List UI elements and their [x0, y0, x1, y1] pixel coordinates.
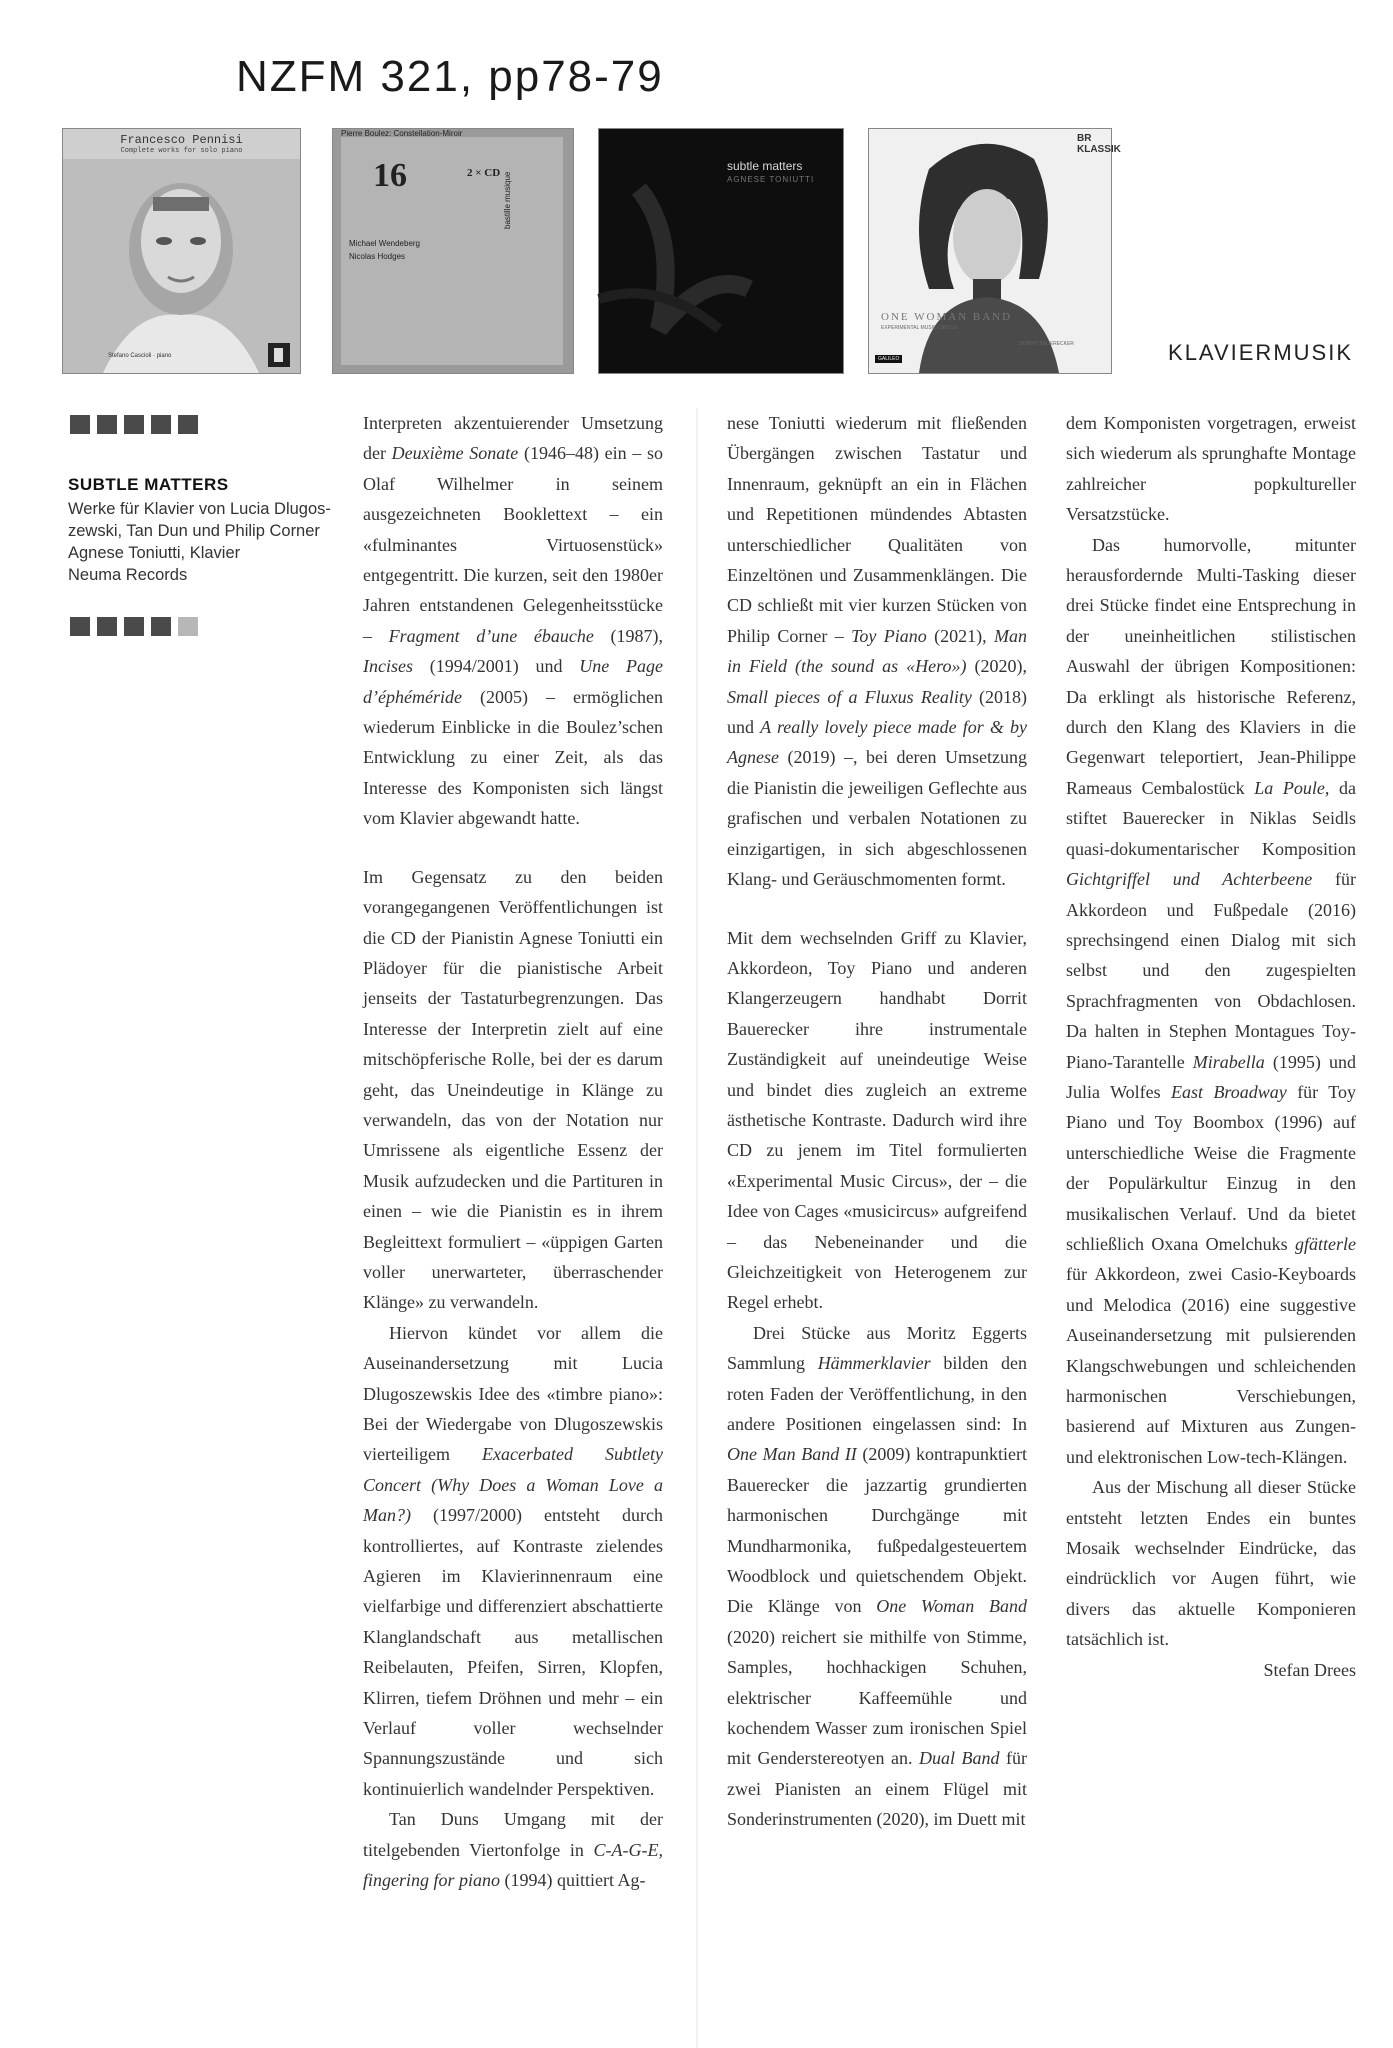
paragraph: dem Komponisten vorgetragen, erweist sich wiederum als sprunghafte Montage zahlreicher popkultureller Versatzstücke. — [1066, 413, 1356, 525]
rating-square — [97, 617, 117, 636]
article-column-3 — [1066, 408, 1356, 1685]
cover-artist: AGNESE TONIUTTI — [727, 175, 815, 184]
album-cover-subtle-matters — [598, 128, 844, 374]
paragraph: Drei Stücke aus Moritz Eggerts Sammlung Hämmerklavier bilden den roten Faden der Veröffentlichung, in den andere Positionen eingelassen sind: In One Man Band II (2009) kontrapunktiert Bauerecker die jazzartig grundierten harmonischen Durchgänge mit Mundharmonika, fußpedalgesteuertem Woodblock und quietschendem Objekt. Die Klänge von One Woman Band (2020) reichert sie mithilfe von Stimme, Samples, hochhackigen Schuhen, elektrischer Kaffeemühle und kochendem Wasser zum ironischen Spiel mit Genderstereotyen an. Dual Band für zwei Pianisten an einem Flügel mit Sonderinstrumenten (2020), im Duett mit — [727, 1322, 1028, 1830]
paragraph: Hiervon kündet vor allem die Auseinandersetzung mit Lucia Dlugoszewskis Idee des «timbre piano»: Bei der Wiedergabe von Dlugoszewskis vierteiligem Exacerbated Subtlety Concert (Why Does a Woman Love a Man?) (1997/2000) entsteht durch kontrolliertes, auf Kontraste zielendes Agieren im Klavierinnenraum eine vielfarbige und differenziert abschattierte Klanglandschaft aus metallischen Reibelauten, Pfeifen, Sirren, Klopfen, Klirren, tiefem Dröhnen und mehr – ein Verlauf voller wechselnder Spannungszustände und sich kontinuierlich wandelnder Perspektiven. — [363, 1322, 663, 1799]
review-info — [68, 474, 343, 586]
review-works-line-2: zewski, Tan Dun und Philip Corner — [68, 522, 320, 540]
paragraph: Das humorvolle, mitunter herausfordernde Multi-Tasking dieser drei Stücke findet eine Entsprechung in der uneinheitlichen stilistischen Auswahl der übrigen Kompositionen: Da erklingt als historische Referenz, durch den Klang des Klaviers in die Gegenwart teleportiert, Jean-Philippe Rameaus Cembalostück La Poule, da stiftet Bauerecker in Niklas Seidls quasi-dokumentarischer Komposition Gichtgriffel und Achterbeene für Akkordeon und Fußpedale (2016) sprechsingend einen Dialog mit sich selbst und den zugespielten Sprachfragmenten von Obdachlosen. Da halten in Stephen Montagues Toy-Piano-Tarantelle Mirabella (1995) und Julia Wolfes East Broadway für Toy Piano und Toy Boombox (1996) auf unterschiedliche Weise die Fragmente der Populärkultur Einzug in den musikalischen Verlauf. Und da bietet schließlich Oxana Omelchuks gfätterle für Akkordeon, zwei Casio-Keyboards und Melodica (2016) eine suggestive Auseinandersetzung mit pulsierenden Klangschwebungen und schleichenden harmonischen Verschiebungen, basierend auf Mixturen aus Zungen- und elektronischen Low-tech-Klängen. — [1066, 534, 1357, 1467]
rating-square — [97, 415, 117, 434]
cover-label: GALILEO — [875, 355, 902, 363]
cover-artist: DORRIT BAUERECKER — [1019, 341, 1074, 347]
page-reference: NZFM 321, pp78-79 — [236, 52, 664, 101]
cover-subtitle: EXPERIMENTAL MUSIC CIRCUS — [881, 325, 958, 331]
album-cover-pennisi — [62, 128, 301, 374]
rating-square — [178, 415, 198, 434]
article-author: Stefan Drees — [1263, 1659, 1356, 1680]
cover-number: 16 — [373, 157, 407, 194]
paragraph: Im Gegensatz zu den beiden vorangegangenen Veröffentlichungen ist die CD der Pianistin Agnese Toniutti ein Plädoyer für die pianistische Arbeit jenseits der Tastaturbegrenzungen. Das Interesse der Interpretin zielt auf eine mitschöpferische Rolle, bei der es darum geht, das Uneindeutige in Klänge zu verwandeln, das von der Notation nur Umrissene als eigentliche Essenz der Musik aufzudecken und die Partituren in einen – wie die Pianistin es in ihrem Begleittext formuliert – «üppigen Garten voller unerwarteter, überraschender Klänge» zu verwandeln. — [363, 866, 663, 1313]
paragraph: nese Toniutti wiederum mit fließenden Übergängen zwischen Tastatur und Innenraum, geknüpft an ein in Flächen und Repetitionen mündendes Abtasten unterschiedlicher Qualitäten von Einzeltönen und Zusammenklängen. Die CD schließt mit vier kurzen Stücken von Philip Corner – Toy Piano (2021), Man in Field (the sound as «Hero») (2020), Small pieces of a Fluxus Reality (2018) und A really lovely piece made for & by Agnese (2019) –, bei deren Umsetzung die Pianistin die jeweiligen Geflechte aus grafischen und verbalen Notationen zu einzigartigen, in sich abgeschlossenen Klang- und Geräuschmomenten formt. — [727, 413, 1027, 890]
paragraph: Interpreten akzentuierender Umsetzung der Deuxième Sonate (1946–48) ein – so Olaf Wilhelmer in seinem ausgezeichneten Booklettext – ein «fulminantes Virtuosenstück» entgegentritt. Die kurzen, seit den 1980er Jahren entstandenen Gelegenheitsstücke – Fragment d’une ébauche (1987), Incises (1994/2001) und Une Page d’éphéméride (2005) – ermöglichen wiederum Einblicke in die Boulez’schen Entwicklung zu einer Zeit, als das Interesse des Komponisten sich längst vom Klavier abgewandt hatte. — [363, 413, 664, 829]
cover-title: subtle matters — [727, 159, 803, 173]
page-fold — [696, 408, 698, 2048]
section-label: KLAVIERMUSIK — [1168, 340, 1353, 365]
rating-square — [70, 415, 90, 434]
rating-bottom — [70, 617, 198, 636]
rating-square — [151, 415, 171, 434]
article-column-2 — [727, 408, 1027, 1835]
rating-top — [70, 415, 198, 434]
review-works-line-1: Werke für Klavier von Lucia Dlugos- — [68, 500, 331, 518]
review-title: SUBTLE MATTERS — [68, 475, 229, 494]
paragraph: Tan Duns Umgang mit der titelgebenden Viertonfolge in C-A-G-E, fingering for piano (1994) quittiert Ag- — [363, 1809, 663, 1891]
rating-square — [124, 415, 144, 434]
cover-format: 2 × CD — [467, 167, 501, 179]
rating-square — [124, 617, 144, 636]
cover-footer: Stefano Cascioli · piano — [108, 353, 172, 359]
rating-square — [151, 617, 171, 636]
paragraph: Mit dem wechselnden Griff zu Klavier, Akkordeon, Toy Piano und anderen Klangerzeugern handhabt Dorrit Bauerecker ihre instrumentale Zuständigkeit auf uneindeutige Weise und bindet dies zugleich an extreme ästhetische Kontraste. Dadurch wird ihre CD zu jenem im Titel formulierten «Experimental Music Circus», der – die Idee von Cages «musicircus» aufgreifend – das Nebeneinander und die Gleichzeitigkeit von Heterogenem zur Regel erhebt. — [727, 927, 1027, 1313]
cover-logo: BR KLASSIK — [1077, 133, 1121, 155]
rating-square — [70, 617, 90, 636]
rating-square-empty — [178, 617, 198, 636]
cover-title: Francesco Pennisi — [120, 133, 243, 147]
cover-label: bastille musique — [503, 171, 512, 229]
cover-art-portrait — [63, 129, 300, 373]
cover-art-dark — [599, 129, 843, 373]
article-column-1 — [363, 408, 663, 1896]
cover-performer-1: Michael Wendeberg — [349, 239, 421, 248]
album-cover-one-woman-band — [868, 128, 1121, 374]
review-performer: Agnese Toniutti, Klavier — [68, 544, 241, 562]
review-label: Neuma Records — [68, 566, 188, 584]
cover-title: ONE WOMAN BAND — [881, 311, 1013, 323]
cover-top-line: Pierre Boulez: Constellation-Miroir — [341, 129, 463, 138]
album-cover-boulez — [332, 128, 574, 374]
cover-subtitle: Complete works for solo piano — [120, 147, 243, 155]
cover-art-woman — [869, 129, 1111, 373]
cover-performer-2: Nicolas Hodges — [349, 252, 406, 261]
paragraph: Aus der Mischung all dieser Stücke entsteht letzten Endes ein buntes Mosaik wechselnder Eindrücke, das eindrücklich vor Augen führt, wie divers das aktuelle Komponieren tatsächlich ist. — [1066, 1477, 1356, 1650]
